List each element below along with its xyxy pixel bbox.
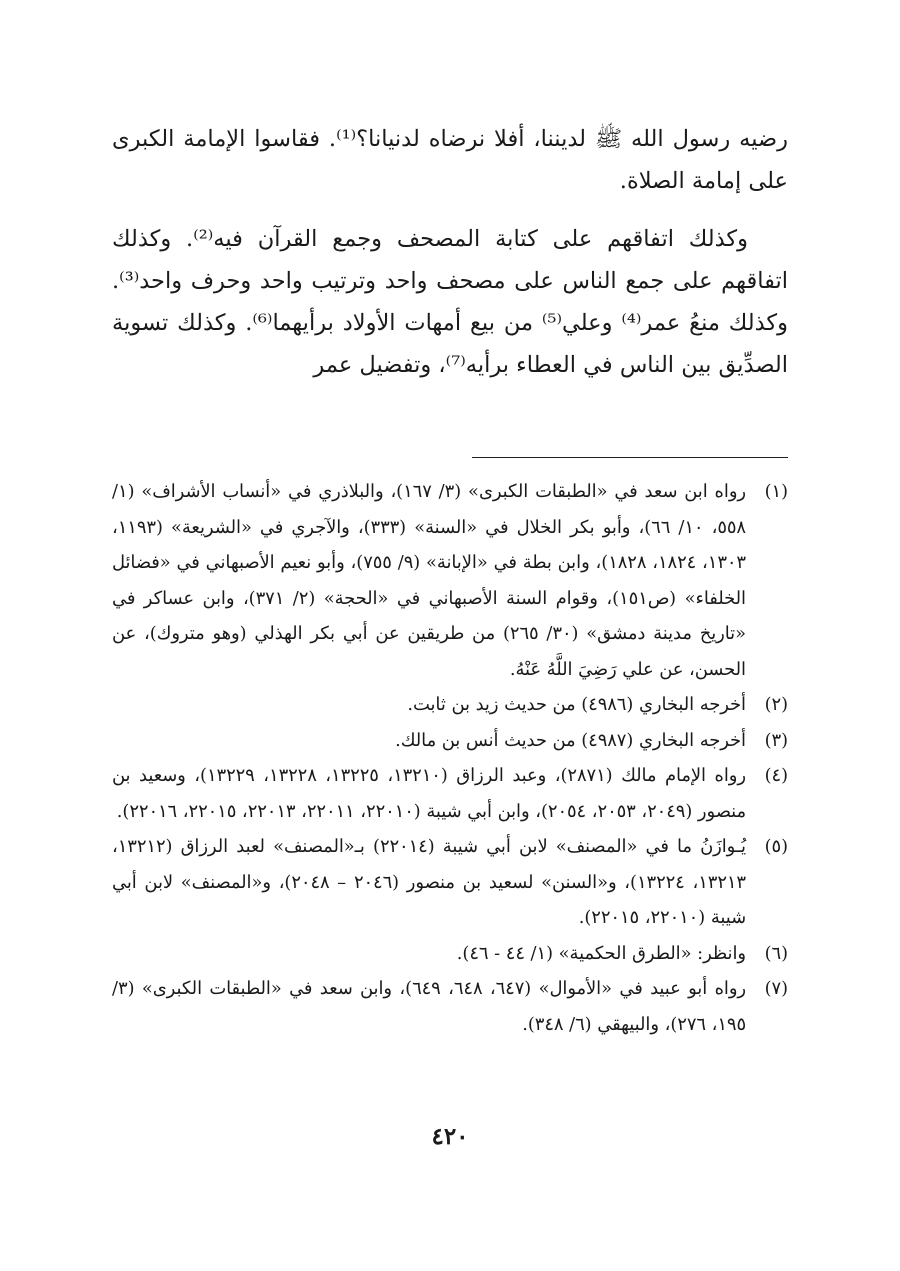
footnote-number: (٤) bbox=[764, 765, 788, 786]
footnote-text: أخرجه البخاري (٤٩٨٧) من حديث أنس بن مالك. bbox=[395, 729, 746, 751]
footnote-number: (٦) bbox=[764, 942, 788, 964]
footnote-number: (٢) bbox=[764, 694, 788, 715]
page-number: ٤٢٠ bbox=[431, 1123, 469, 1150]
footnote-text: وانظر: «الطرق الحكمية» (١/ ٤٤ - ٤٦). bbox=[456, 942, 746, 964]
footnote-item bbox=[112, 687, 788, 723]
footnote-text: رواه الإمام مالك (٢٨٧١)، وعبد الرزاق (١٣٢١٠، ١٣٢٢٥، ١٣٢٢٨، ١٣٢٢٩)، وسعيد بن منصور (٢٠٤٩، ٢٠٥٣، ٢٠٥٤)، وابن أبي شيبة (٢٢٠١٠، ٢٢٠١١، ٢٢٠١٣، ٢٢٠١٥، ٢٢٠١٦). bbox=[112, 765, 746, 822]
footnote-item bbox=[112, 474, 788, 687]
footnote-text: أخرجه البخاري (٤٩٨٦) من حديث زيد بن ثابت. bbox=[407, 694, 746, 715]
footnote-item bbox=[112, 971, 788, 1042]
footnote-number: (٧) bbox=[764, 978, 788, 999]
paragraph: رضيه رسول الله ﷺ لديننا، أفلا نرضاه لدنيانا؟⁽¹⁾. فقاسوا الإمامة الكبرى على إمامة الصلاة. bbox=[112, 126, 788, 194]
footnote-item bbox=[112, 936, 788, 972]
footnote-text: رواه ابن سعد في «الطبقات الكبرى» (٣/ ١٦٧)، والبلاذري في «أنساب الأشراف» (١/ ٥٥٨، ١٠/ ٦٦)، وأبو بكر الخلال في «السنة» (٣٣٣)، والآجري في «الشريعة» (١١٩٣، ١٣٠٣، ١٨٢٤، ١٨٢٨)، وابن بطة في «الإبانة» (٩/ ٧٥٥)، وأبو نعيم الأصبهاني في «فضائل الخلفاء» (ص١٥١)، وقوام السنة الأصبهاني في «الحجة» (٢/ ٣٧١)، وابن عساكر في «تاريخ مدينة دمشق» (٣٠/ ٢٦٥) من طريقين عن أبي بكر الهذلي (وهو متروك)، عن الحسن، عن علي رَضِيَ اللَّهُ عَنْهُ. bbox=[112, 481, 746, 680]
footnote-number: (١) bbox=[764, 481, 788, 502]
main-text bbox=[112, 118, 788, 386]
footnote-number: (٥) bbox=[764, 836, 788, 857]
footnotes bbox=[112, 474, 788, 1042]
footnote-text: يُـوازَنُ ما في «المصنف» لابن أبي شيبة (٢٢٠١٤) بـ«المصنف» لعبد الرزاق (١٣٢١٢، ١٣٢١٣، ١٣٢٢٤)، و«السنن» لسعيد بن منصور (٢٠٤٦ – ٢٠٤٨)، و«المصنف» لابن أبي شيبة (٢٢٠١٠، ٢٢٠١٥). bbox=[112, 836, 746, 928]
footnote-item bbox=[112, 758, 788, 829]
footnote-item bbox=[112, 829, 788, 936]
footnote-number: (٣) bbox=[764, 729, 788, 751]
paragraph: وكذلك اتفاقهم على كتابة المصحف وجمع القرآن فيه⁽²⁾. وكذلك اتفاقهم على جمع الناس على مصحف واحد وترتيب واحد وحرف واحد⁽³⁾. وكذلك منعُ عمر⁽⁴⁾ وعلي⁽⁵⁾ من بيع أمهات الأولاد برأيهما⁽⁶⁾. وكذلك تسوية الصدِّيق بين الناس في العطاء برأيه⁽⁷⁾، وتفضيل عمر bbox=[112, 226, 788, 378]
footnote-separator bbox=[472, 457, 788, 458]
footnote-text: رواه أبو عبيد في «الأموال» (٦٤٧، ٦٤٨، ٦٤٩)، وابن سعد في «الطبقات الكبرى» (٣/ ١٩٥، ٢٧٦)، والبيهقي (٦/ ٣٤٨). bbox=[112, 978, 746, 1035]
footnote-item bbox=[112, 723, 788, 759]
